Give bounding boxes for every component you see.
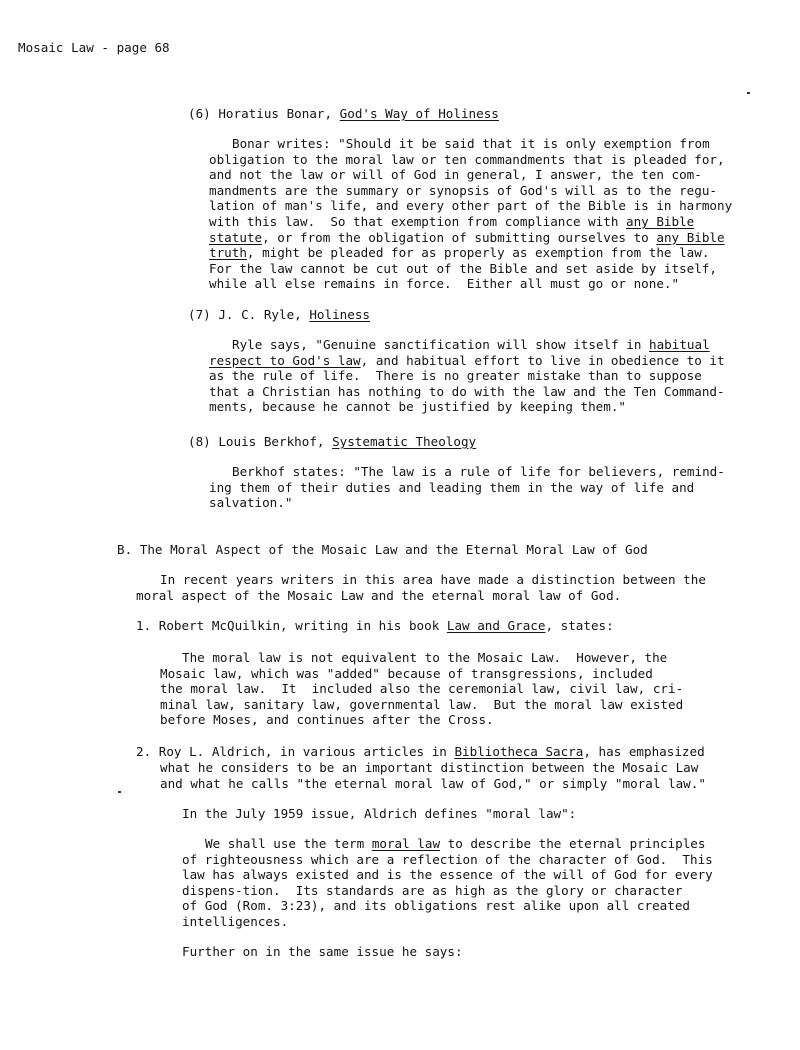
text-run: salvation." [209, 495, 293, 511]
text-run: what he considers to be an important distinction between the Mosaic Law [160, 760, 699, 775]
text-run: 1. Robert McQuilkin, writing in his book [136, 618, 447, 633]
text-run: Mosaic law, which was "added" because of transgressions, included [160, 665, 653, 681]
section-heading [117, 542, 648, 558]
text-run: , has emphasized [583, 744, 705, 759]
quote-line [209, 480, 694, 496]
quote-line [209, 183, 717, 199]
underlined-text: habitual [649, 337, 710, 352]
block-quote-line [160, 666, 653, 682]
underlined-text: Bibliotheca Sacra [454, 744, 584, 759]
text-run: Ryle says, "Genuine sanctification will show itself in [232, 337, 650, 352]
text-run: of God (Rom. 3:23), and its obligations rest alike upon all created [182, 898, 690, 914]
quote-line [209, 399, 626, 415]
text-run: The moral law is not equivalent to the Mosaic Law. However, the [182, 650, 668, 665]
text-run: , and habitual effort to live in obedience to it [360, 352, 725, 368]
quote-line [209, 167, 702, 183]
quote-line [232, 464, 725, 480]
text-run: moral aspect of the Mosaic Law and the eternal moral law of God. [136, 587, 622, 603]
text-run: and what he calls "the eternal moral law of God," or simply "moral law." [160, 775, 706, 791]
underlined-text: Law and Grace [446, 618, 546, 633]
text-run: lation of man's life, and every other part of the Bible is in harmony [209, 198, 733, 214]
block-quote-line [182, 867, 713, 883]
text-run: to describe the eternal principles [440, 836, 706, 851]
block-quote-line [182, 898, 690, 914]
text-run: minal law, sanitary law, governmental law. But the moral law existed [160, 696, 684, 712]
underlined-text: God's Way of Holiness [339, 106, 499, 121]
text-run: In the July 1959 issue, Aldrich defines "moral law": [182, 806, 577, 821]
text-run: law has always existed and is the essence of the will of God for every [182, 867, 713, 883]
underlined-text: respect to God's law [209, 352, 361, 368]
scan-speck [747, 92, 750, 94]
paragraph-line [182, 806, 576, 822]
block-quote-line [182, 914, 288, 930]
quote-line [209, 368, 702, 384]
block-quote-line [182, 852, 713, 868]
underlined-text: moral law [371, 836, 441, 851]
quote-line [232, 337, 710, 353]
text-run: obligation to the moral law or ten commandments that is pleaded for, [209, 151, 725, 167]
quote-line [209, 276, 679, 292]
text-run: while all else remains in force. Either all must go or none." [209, 276, 680, 292]
numbered-point [136, 744, 705, 760]
text-run: Berkhof states: "The law is a rule of life for believers, remind- [232, 464, 725, 479]
text-run: as the rule of life. There is no greater mistake than to suppose [209, 368, 702, 384]
text-run: that a Christian has nothing to do with the law and the Ten Command- [209, 383, 725, 399]
quote-line [209, 245, 709, 261]
text-run: ing them of their duties and leading them in the way of life and [209, 479, 695, 495]
text-run: , might be pleaded for as properly as exemption from the law. [246, 245, 710, 261]
text-run: , states: [545, 618, 614, 633]
block-quote-line [205, 836, 705, 852]
block-quote-line [160, 712, 494, 728]
text-run: (6) Horatius Bonar, [188, 106, 340, 121]
text-run: Bonar writes: "Should it be said that it is only exemption from [232, 136, 710, 151]
quote-line [209, 261, 717, 277]
citation-heading [188, 106, 499, 122]
quote-line [209, 384, 725, 400]
underlined-text: Holiness [309, 307, 370, 322]
running-header: Mosaic Law - page 68 [18, 40, 170, 55]
text-run: mandments are the summary or synopsis of God's will as to the regu- [209, 182, 717, 198]
text-run: 2. Roy L. Aldrich, in various articles in [136, 744, 455, 759]
text-run: , or from the obligation of submitting ourselves to [262, 229, 657, 245]
paragraph-line [160, 776, 706, 792]
underlined-text: statute [209, 229, 263, 245]
block-quote-line [182, 883, 682, 899]
paragraph-line [160, 760, 698, 776]
numbered-point [136, 618, 614, 634]
quote-line [209, 198, 732, 214]
quote-line [209, 214, 694, 230]
text-run: and not the law or will of God in general, I answer, the ten com- [209, 167, 702, 183]
underlined-text: Systematic Theology [332, 434, 477, 449]
text-run: of righteousness which are a reflection of the character of God. This [182, 851, 713, 867]
quote-line [209, 353, 725, 369]
text-run: ments, because he cannot be justified by keeping them." [209, 399, 627, 415]
quote-line [209, 495, 292, 511]
quote-line [209, 152, 725, 168]
text-run: Further on in the same issue he says: [182, 944, 463, 959]
block-quote-line [182, 650, 667, 666]
text-run: dispens-tion. Its standards are as high as the glory or character [182, 882, 683, 898]
paragraph-line [136, 588, 621, 604]
paragraph-line [182, 944, 463, 960]
text-run: We shall use the term [205, 836, 372, 851]
text-run: (7) J. C. Ryle, [188, 307, 310, 322]
text-run: intelligences. [182, 914, 289, 929]
quote-line [232, 136, 710, 152]
text-run: (8) Louis Berkhof, [188, 434, 333, 449]
underlined-text: any Bible [656, 229, 725, 245]
citation-heading [188, 307, 370, 323]
quote-line [209, 230, 725, 246]
citation-heading [188, 434, 476, 450]
block-quote-line [160, 681, 683, 697]
text-run: the moral law. It included also the ceremonial law, civil law, cri- [160, 681, 684, 697]
underlined-text: truth [209, 245, 247, 261]
text-run: In recent years writers in this area have made a distinction between the [160, 572, 706, 587]
text-run: For the law cannot be cut out of the Bible and set aside by itself, [209, 260, 717, 276]
underlined-text: any Bible [626, 214, 695, 229]
text-run: with this law. So that exemption from compliance with [209, 214, 627, 229]
paragraph-line [160, 572, 706, 588]
text-run: B. The Moral Aspect of the Mosaic Law and the Eternal Moral Law of God [117, 542, 648, 557]
text-run: before Moses, and continues after the Cross. [160, 712, 494, 728]
scan-speck [118, 791, 121, 793]
block-quote-line [160, 697, 683, 713]
